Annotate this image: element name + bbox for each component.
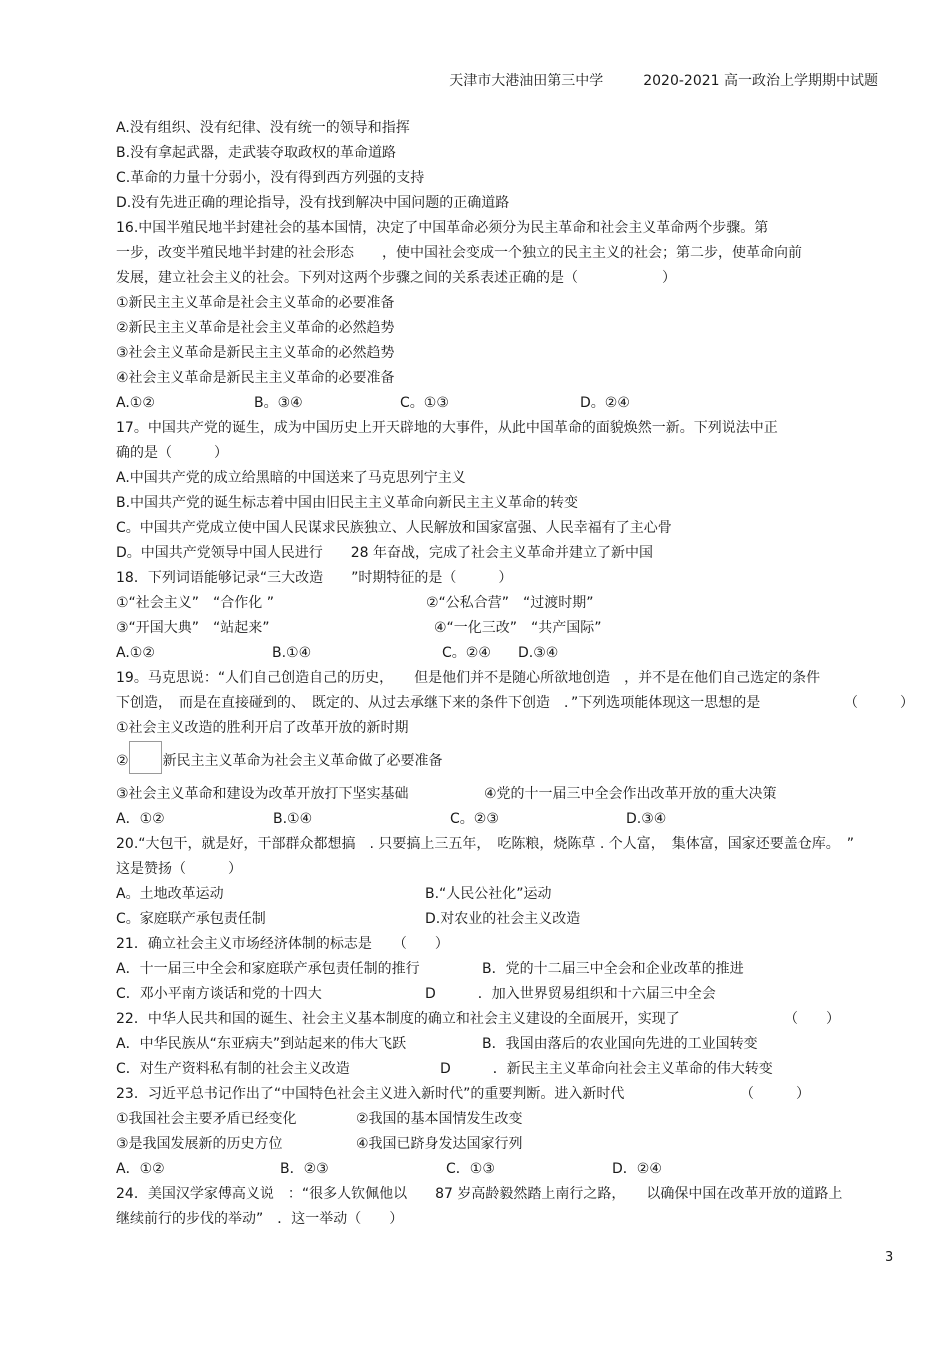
q16-stem-line3: 发展，建立社会主义的社会。下列对这两个步骤之间的关系表述正确的是（ ）: [116, 270, 676, 286]
q16-option-d: D。②④: [580, 395, 630, 411]
q22-option-a: A．中华民族从“东亚病夫”到站起来的伟大飞跃: [116, 1036, 407, 1052]
q22-answer-paren: （ ）: [784, 1011, 840, 1027]
q16-option-c: C。①③: [400, 395, 449, 411]
page-number: 3: [885, 1250, 894, 1265]
q18-item-1: ①“社会主义” “合作化 ”: [116, 595, 275, 611]
q17-stem-line1: 17。中国共产党的诞生，成为中国历史上开天辟地的大事件，从此中国革命的面貌焕然一新。下列说法中正: [116, 420, 778, 436]
q16-option-a: A.①②: [116, 395, 155, 411]
q17-stem-line2: 确的是（ ）: [116, 445, 228, 461]
q18-items-row2: [116, 616, 876, 641]
q23-items-row1: [116, 1107, 876, 1132]
q20-stem-line2: 这是赞扬（ ）: [116, 861, 242, 877]
q15-option-b: B.没有拿起武器，走武装夺取政权的革命道路: [116, 145, 397, 161]
q23-stem-text: 23．习近平总书记作出了“中国特色社会主义进入新时代”的重要判断。进入新时代: [116, 1086, 625, 1102]
q21-option-d: D ．加入世界贸易组织和十六届三中全会: [425, 986, 716, 1002]
q18-option-c: C。②④: [442, 645, 491, 661]
q21-options-row2: [116, 982, 876, 1007]
q20-option-b: B.“人民公社化”运动: [425, 886, 552, 902]
q15-option-d: D.没有先进正确的理论指导，没有找到解决中国问题的正确道路: [116, 195, 510, 211]
q23-items-row2: [116, 1132, 876, 1157]
q22-options-row1: [116, 1032, 876, 1057]
q19-option-d: D.③④: [626, 811, 667, 827]
q16-item-1: ①新民主主义革命是社会主义革命的必要准备: [116, 295, 395, 311]
page-header: [0, 70, 878, 90]
q22-option-b: B．我国由落后的农业国向先进的工业国转变: [482, 1036, 758, 1052]
q16-item-2: ②新民主主义革命是社会主义革命的必然趋势: [116, 320, 395, 336]
q22-stem-text: 22．中华人民共和国的诞生、社会主义基本制度的确立和社会主义建设的全面展开，实现了: [116, 1011, 680, 1027]
q23-item-2: ②我国的基本国情发生改变: [356, 1111, 523, 1127]
image-placeholder-box: [129, 741, 162, 774]
q15-option-c: C.革命的力量十分弱小，没有得到西方列强的支持: [116, 170, 425, 186]
q15-option-a: A.没有组织、没有纪律、没有统一的领导和指挥: [116, 120, 410, 136]
q18-option-b: B.①④: [272, 645, 312, 661]
q20-option-d: D.对农业的社会主义改造: [425, 911, 581, 927]
q17-option-c: C。中国共产党成立使中国人民谋求民族独立、人民解放和国家富强、人民幸福有了主心骨: [116, 520, 672, 536]
q19-stem-line2-text: 下创造， 而是在直接碰到的、 既定的、从过去承继下来的条件下创造 ．”下列选项能体现这一思想的是: [116, 695, 761, 711]
q19-option-a: A．①②: [116, 811, 165, 827]
q22-option-c: C．对生产资料私有制的社会主义改造: [116, 1061, 350, 1077]
q19-options: [116, 807, 876, 832]
q16-item-4: ④社会主义革命是新民主主义革命的必要准备: [116, 370, 395, 386]
q19-item-3: ③社会主义革命和建设为改革开放打下坚实基础: [116, 786, 409, 802]
q22-option-d: D ．新民主主义革命向社会主义革命的伟大转变: [440, 1061, 773, 1077]
q18-option-a: A.①②: [116, 645, 155, 661]
q18-item-4: ④“一化三改” “共产国际”: [434, 620, 602, 636]
q18-option-d: D.③④: [518, 645, 559, 661]
q19-items-row: [116, 782, 876, 807]
q16-stem-line2: 一步，改变半殖民地半封建的社会形态 ，使中国社会变成一个独立的民主主义的社会；第二步，使革命向前: [116, 245, 802, 261]
q16-option-b: B。③④: [254, 395, 303, 411]
q19-item-2-marker: ②: [116, 753, 129, 769]
q23-option-a: A．①②: [116, 1161, 165, 1177]
q19-option-c: C。②③: [450, 811, 499, 827]
q20-options-row1: [116, 882, 876, 907]
q23-item-3: ③是我国发展新的历史方位: [116, 1136, 283, 1152]
q22-stem: [116, 1007, 876, 1032]
q16-item-3: ③社会主义革命是新民主主义革命的必然趋势: [116, 345, 395, 361]
q23-option-b: B．②③: [280, 1161, 329, 1177]
page-content: [116, 116, 914, 1232]
q18-options: [116, 641, 876, 666]
q21-option-a: A．十一届三中全会和家庭联产承包责任制的推行: [116, 961, 420, 977]
q17-option-d: D。中国共产党领导中国人民进行 28 年奋战，完成了社会主义革命并建立了新中国: [116, 545, 654, 561]
q23-option-c: C．①③: [446, 1161, 495, 1177]
q18-item-2: ②“公私合营” “过渡时期”: [426, 595, 594, 611]
q19-stem-line2: [116, 691, 914, 716]
q18-stem: 18．下列词语能够记录“三大改造 ”时期特征的是（ ）: [116, 570, 513, 586]
q16-stem-line1: 16.中国半殖民地半封建社会的基本国情，决定了中国革命必须分为民主革命和社会主义革命两个步骤。第: [116, 220, 769, 236]
q21-option-b: B．党的十二届三中全会和企业改革的推进: [482, 961, 744, 977]
q18-item-3: ③“开国大典” “站起来”: [116, 620, 270, 636]
q20-options-row2: [116, 907, 876, 932]
q24-stem-line2: 继续前行的步伐的举动” ．这一举动（ ）: [116, 1211, 404, 1227]
q19-item-2: [116, 741, 876, 782]
q21-stem: 21．确立社会主义市场经济体制的标志是 （ ）: [116, 936, 449, 952]
q24-stem-line1: 24．美国汉学家傅高义说 ：“很多人钦佩他以 87 岁高龄毅然踏上南行之路， 以确保中国在改革开放的道路上: [116, 1186, 843, 1202]
q20-option-c: C。家庭联产承包责任制: [116, 911, 266, 927]
q16-options: [116, 391, 876, 416]
q19-item-2-text: 新民主主义革命为社会主义革命做了必要准备: [162, 753, 443, 769]
q19-option-b: B.①④: [273, 811, 313, 827]
q17-option-b: B.中国共产党的诞生标志着中国由旧民主主义革命向新民主主义革命的转变: [116, 495, 579, 511]
q21-options-row1: [116, 957, 876, 982]
header-exam-title: 2020-2021 高一政治上学期期中试题: [643, 73, 878, 89]
q22-options-row2: [116, 1057, 876, 1082]
q19-item-4: ④党的十一届三中全会作出改革开放的重大决策: [484, 786, 777, 802]
q20-option-a: A。土地改革运动: [116, 886, 224, 902]
q23-options: [116, 1157, 876, 1182]
q19-item-1: ①社会主义改造的胜利开启了改革开放的新时期: [116, 720, 409, 736]
q23-option-d: D．②④: [612, 1161, 662, 1177]
q23-item-1: ①我国社会主要矛盾已经变化: [116, 1111, 297, 1127]
q23-item-4: ④我国已跻身发达国家行列: [356, 1136, 523, 1152]
q19-answer-paren: （ ）: [844, 695, 914, 711]
q21-option-c: C．邓小平南方谈话和党的十四大: [116, 986, 322, 1002]
q23-answer-paren: （ ）: [740, 1086, 810, 1102]
q23-stem: [116, 1082, 876, 1107]
header-school: 天津市大港油田第三中学: [449, 73, 604, 89]
q19-stem-line1: 19。马克思说：“人们自己创造自己的历史， 但是他们并不是随心所欲地创造 ，并不是在他们自己选定的条件: [116, 670, 821, 686]
q17-option-a: A.中国共产党的成立给黑暗的中国送来了马克思列宁主义: [116, 470, 466, 486]
q20-stem-line1: 20.“大包干，就是好，干部群众都想搞 . 只要搞上三五年， 吃陈粮，烧陈草 . 个人富， 集体富，国家还要盖仓库。 ”: [116, 836, 855, 852]
q18-items-row1: [116, 591, 876, 616]
